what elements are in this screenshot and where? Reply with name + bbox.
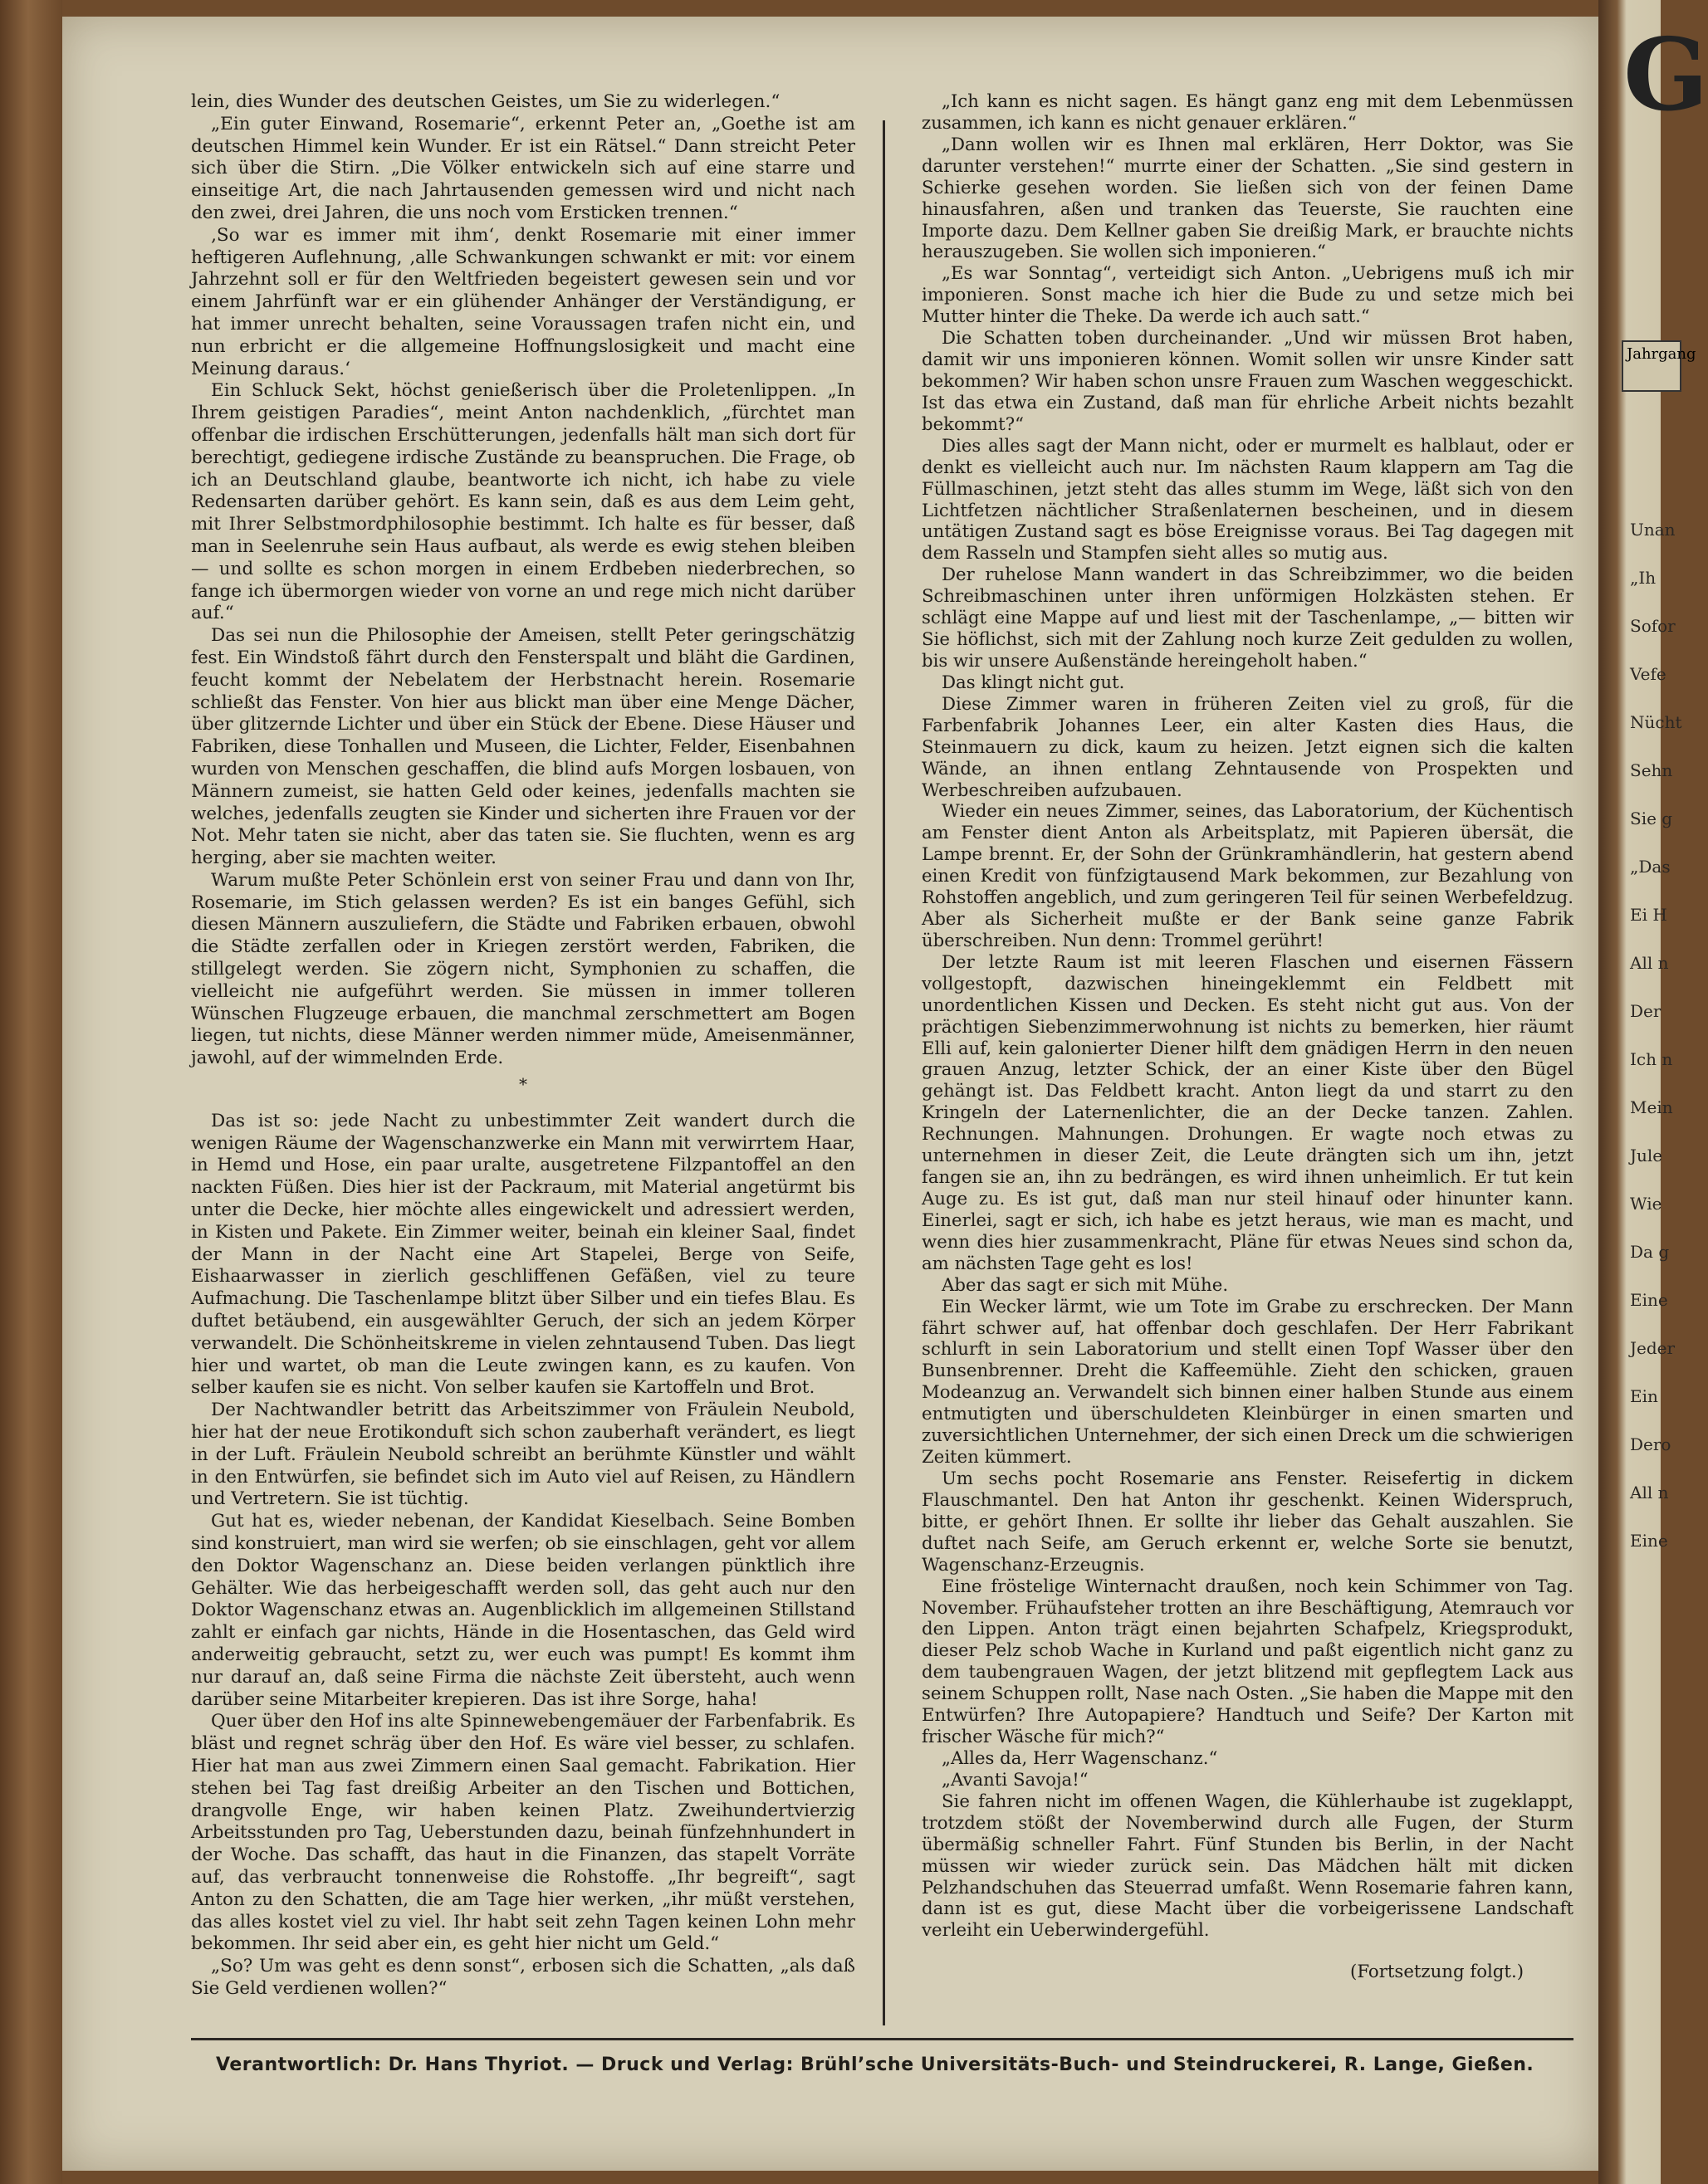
adjacent-page-fragment: Da g [1630, 1242, 1670, 1262]
adjacent-page-fragment: Wie [1630, 1194, 1662, 1214]
paragraph: Um sechs pocht Rosemarie ans Fenster. Reisefertig in dickem Flauschmantel. Den hat Anton ihr geschenkt. Keinen Widerspruch, bitte, er gehört Ihnen. Er sollte ihr lieber das Gehalt auszahlen. Sie duftet nach Seife, am Geruch erkennt er, welche Sorte sie benutzt, Wagenschanz-Erzeugnis. [922, 1468, 1573, 1576]
adjacent-page-fragment: Sofor [1630, 616, 1676, 636]
right-column [922, 91, 1573, 1983]
paragraph: „Ein guter Einwand, Rosemarie“, erkennt Peter an, „Goethe ist am deutschen Himmel kein Wunder. Er ist ein Rätsel.“ Dann streicht Peter sich über die Stirn. „Die Völker entwickeln sich auf eine starre und einseitige Art, die nach Jahrtausenden gemessen wird und nicht nach den zwei, drei Jahren, die uns noch vom Ersticken trennen.“ [191, 113, 855, 223]
paragraph: „Dann wollen wir es Ihnen mal erklären, Herr Doktor, was Sie darunter verstehen!“ murrte einer der Schatten. „Sie sind gestern in Schierke gesehen worden. Sie ließen sich von der feinen Dame hinausfahren, aßen und tranken das Teuerste, Sie rauchten eine Importe dazu. Dem Kellner gaben Sie dreißig Mark, er brauchte nichts herauszugeben. Sie wollen sich imponieren.“ [922, 134, 1573, 263]
paragraph: „Es war Sonntag“, verteidigt sich Anton. „Uebrigens muß ich mir imponieren. Sonst mache ich hier die Bude zu und setze mich bei Mutter hinter die Theke. Da werde ich auch satt.“ [922, 263, 1573, 328]
paragraph: „Avanti Savoja!“ [942, 1769, 1089, 1791]
adjacent-page-fragment: Dero [1630, 1434, 1671, 1454]
adjacent-page-fragment: Ei H [1630, 905, 1667, 925]
paragraph: „Alles da, Herr Wagenschanz.“ [942, 1747, 1218, 1769]
paragraph: lein, dies Wunder des deutschen Geistes, um Sie zu widerlegen.“ [191, 91, 781, 112]
left-column [191, 91, 855, 2001]
paragraph: Ein Wecker lärmt, wie um Tote im Grabe zu erschrecken. Der Mann fährt schwer auf, hat offenbar doch geschlafen. Der Herr Fabrikant schlurft in sein Laboratorium und stellt einen Topf Wasser über den Bunsenbrenner. Dreht die Kaffeemühle. Zieht den schicken, grauen Modeanzug an. Verwandelt sich binnen einer halben Stunde aus einem entmutigten und überschuldeten Kleinbürger in einen smarten und zuversichtlichen Unternehmer, der sich einen Dreck um die schwierigen Zeiten kümmert. [922, 1296, 1573, 1468]
adjacent-page-fragment: Ein [1630, 1386, 1658, 1406]
adjacent-page-edge [1598, 0, 1708, 2184]
paragraph: Sie fahren nicht im offenen Wagen, die Kühlerhaube ist zugeklappt, trotzdem stößt der Novemberwind durch alle Fugen, der Sturm übermäßig schneller Fahrt. Fünf Stunden bis Berlin, in der Nacht müssen wir wieder zurück sein. Das Mädchen hält mit dicken Pelzhandschuhen das Steuerrad umfaßt. Wenn Rosemarie fahren kann, dann ist es gut, diese Macht über die vorbeigerissene Landschaft verleiht ein Ueberwindergefühl. [922, 1791, 1573, 1942]
paragraph: Das sei nun die Philosophie der Ameisen, stellt Peter geringschätzig fest. Ein Windstoß fährt durch den Fensterspalt und bläht die Gardinen, feucht kommt der Nebelatem der Herbstnacht herein. Rosemarie schließt das Fenster. Von hier aus blickt man über eine Menge Dächer, über glitzernde Lichter und über ein Stück der Ebene. Diese Häuser und Fabriken, diese Tonhallen und Museen, die Lichter, Felder, Eisenbahnen wurden von Menschen geschaffen, die blind aufs Morgen losbauen, von Männern zumeist, sie hatten Geld oder keines, jedenfalls machten sie welches, jedenfalls zeugten sie Kinder und sicherten ihre Frauen vor der Not. Mehr taten sie nicht, aber das taten sie. Sie fluchten, wenn es arg herging, aber sie machten weiter. [191, 625, 855, 869]
imprint-line: Verantwortlich: Dr. Hans Thyriot. — Druck und Verlag: Brühl’sche Universitäts-Buch- und Steindruckerei, R. Lange, Gießen. [216, 2055, 1534, 2075]
paragraph: Aber das sagt er sich mit Mühe. [942, 1274, 1229, 1296]
column-divider [883, 120, 885, 2025]
paragraph: Die Schatten toben durcheinander. „Und wir müssen Brot haben, damit wir uns imponieren können. Womit sollen wir unsre Kinder satt bekommen? Wir haben schon unsre Frauen zum Waschen weggeschickt. Ist das etwa ein Zustand, daß man für ehrliche Arbeit nichts bezahlt bekommt?“ [922, 328, 1573, 435]
adjacent-page-fragment: Sie g [1630, 809, 1673, 828]
paragraph: Wieder ein neues Zimmer, seines, das Laboratorium, der Küchentisch am Fenster dient Anton als Arbeitsplatz, mit Papieren übersät, die Lampe brennt. Er, der Sohn der Grünkramhändlerin, hat gestern abend einen Kredit von fünfzigtausend Mark bekommen, zur Bezahlung von Rohstoffen angeblich, und zum geringeren Teil für seinen Werbefeldzug. Aber als Sicherheit mußte er der Bank seine ganze Fabrik überschreiben. Nun denn: Trommel gerührt! [922, 801, 1573, 951]
paragraph: Der Nachtwandler betritt das Arbeitszimmer von Fräulein Neubold, hier hat der neue Erotikonduft sich schon zauberhaft verändert, es liegt in der Luft. Fräulein Neubold schreibt an berühmte Künstler und wählt in den Entwürfen, sie befindet sich im Auto viel auf Reisen, zu Händlern und Vertretern. Sie ist tüchtig. [191, 1400, 855, 1510]
adjacent-page-fragment: All n [1630, 953, 1669, 973]
book-spine [0, 0, 62, 2184]
paragraph: Dies alles sagt der Mann nicht, oder er murmelt es halblaut, oder er denkt es vielleicht auch nur. Im nächsten Raum klappern am Tag die Füllmaschinen, jetzt steht das alles stumm im Wege, läßt sich von den Lichtfetzen nächtlicher Straßenlaternen bescheinen, und in diesem untätigen Zustand sagt es böse Ereignisse voraus. Bei Tag dagegen mit dem Rasseln und Stampfen sieht alles so mutig aus. [922, 435, 1573, 564]
adjacent-page-fragment: Unan [1630, 520, 1676, 540]
paragraph: Gut hat es, wieder nebenan, der Kandidat Kieselbach. Seine Bomben sind konstruiert, man wird sie werfen; ob sie einschlagen, geht vor allem den Doktor Wagenschanz an. Diese beiden verlangen pünktlich ihre Gehälter. Wie das herbeigeschafft werden soll, das geht auch nur den Doktor Wagenschanz etwas an. Augenblicklich im allgemeinen Stillstand zahlt er einfach gar nichts, Hände in die Hosentaschen, das Geld wird anderweitig gebraucht, setzt zu, wer euch was pumpt! Es kommt ihm nur darauf an, daß seine Firma die nächste Zeit übersteht, auch wenn darüber seine Mitarbeiter krepieren. Das ist ihre Sorge, haha! [191, 1511, 855, 1710]
paragraph: „So? Um was geht es denn sonst“, erbosen sich die Schatten, „als daß Sie Geld verdienen wollen?“ [191, 1956, 855, 1999]
section-separator: * [519, 1074, 527, 1095]
footer-rule [191, 2038, 1573, 2040]
continuation-note: (Fortsetzung folgt.) [1350, 1962, 1524, 1983]
paragraph: Ein Schluck Sekt, höchst genießerisch über die Proletenlippen. „In Ihrem geistigen Paradies“, meint Anton nachdenklich, „fürchtet man offenbar die irdischen Erschütterungen, jedenfalls hält man sich dort für berechtigt, gediegene irdische Zustände zu beanspruchen. Die Frage, ob ich an Deutschland glaube, beantworte ich nicht, ich habe zu viele Redensarten darüber gehört. Es kann sein, daß es aus dem Leim geht, mit Ihrer Selbstmordphilosophie bestimmt. Ich halte es für besser, daß man in Seelenruhe sein Haus aufbaut, als werde es ewig stehen bleiben — und sollte es schon morgen in einem Erdbeben niederbrechen, so fange ich übermorgen wieder von vorne an und rege mich nicht darüber auf.“ [191, 380, 855, 624]
adjacent-page-tab: Jahrgang [1622, 340, 1681, 392]
adjacent-page-fragment: „Das [1630, 857, 1671, 877]
adjacent-page-fragment: Mein [1630, 1097, 1673, 1117]
paragraph: Warum mußte Peter Schönlein erst von seiner Frau und dann von Ihr, Rosemarie, im Stich gelassen werden? Es ist ein banges Gefühl, sich diesen Männern auszuliefern, die Städte und Fabriken erbauen, obwohl die Städte zerfallen oder in Kriegen zerstört werden, Fabriken, die stillgelegt werden. Sie zögern nicht, Symphonien zu schaffen, die vielleicht nie aufgeführt werden. Sie müssen in immer tolleren Wünschen Flugzeuge erbauen, die manchmal zerschmettert am Bogen liegen, tut nichts, diese Männer werden nimmer müde, Ameisenmänner, jawohl, auf der wimmelnden Erde. [191, 869, 855, 1069]
paragraph: Der ruhelose Mann wandert in das Schreibzimmer, wo die beiden Schreibmaschinen unter ihren unförmigen Holzkästen stehen. Er schlägt eine Mappe auf und liest mit der Taschenlampe, „— bitten wir Sie höflichst, sich mit der Zahlung noch kurze Zeit gedulden zu wollen, bis wir unsere Außenstände hereingeholt haben.“ [922, 564, 1573, 672]
paragraph: „Ich kann es nicht sagen. Es hängt ganz eng mit dem Lebenmüssen zusammen, ich kann es nicht genauer erklären.“ [922, 91, 1573, 134]
adjacent-page-fragment: Jeder [1630, 1338, 1676, 1358]
paragraph: Das klingt nicht gut. [942, 672, 1125, 693]
paragraph: ‚So war es immer mit ihm‘, denkt Rosemarie mit einer immer heftigeren Auflehnung, ‚alle Schwankungen schwankt er mit: vor einem Jahrzehnt soll er für den Weltfrieden begeistert gewesen sein und vor einem Jahrfünft war er ein glühender Anhänger der Verständigung, er hat immer unrecht behalten, seine Voraussagen trafen nicht ein, und nun erbricht er die allgemeine Hoffnungslosigkeit und macht eine Meinung daraus.‘ [191, 224, 855, 379]
paragraph: Eine fröstelige Winternacht draußen, noch kein Schimmer von Tag. November. Frühaufsteher trotten an ihre Beschäftigung, Atemrauch vor den Lippen. Anton trägt einen bejahrten Schafpelz, Kriegsprodukt, dieser Pelz schob Wache in Kurland und paßt eigentlich nicht ganz zu dem taubengrauen Wagen, der jetzt blitzend mit gepflegtem Lack aus seinem Schuppen rollt, Nase nach Osten. „Sie haben die Mappe mit den Entwürfen? Ihre Autopapiere? Handtuch und Seife? Der Karton mit frischer Wäsche für mich?“ [922, 1576, 1573, 1748]
paragraph: Diese Zimmer waren in früheren Zeiten viel zu groß, für die Farbenfabrik Johannes Leer, ein alter Kasten dies Haus, die Steinmauern zu dick, kaum zu heizen. Jetzt eignen sich die kalten Wände, an ihnen entlang Zehntausende von Prospekten und Werbeschreiben aufzubauen. [922, 693, 1573, 801]
adjacent-page-heading-letter: G [1623, 17, 1708, 134]
adjacent-page-fragment: Vefe [1630, 664, 1666, 684]
adjacent-page-fragment: Eine [1630, 1290, 1668, 1310]
adjacent-page-fragment: Eine [1630, 1531, 1668, 1551]
adjacent-page-fragment: Ich n [1630, 1049, 1673, 1069]
paragraph: Der letzte Raum ist mit leeren Flaschen und eisernen Fässern vollgestopft, dazwischen hineingeklemmt ein Feldbett mit unordentlichen Kissen und Decken. Es steht nicht gut aus. Von der prächtigen Siebenzimmerwohnung ist nichts zu bemerken, hier räumt Elli auf, kein galonierter Diener hilft dem gnädigen Herrn in den neuen grauen Anzug, letzter Schick, der an einer Kiste über den Bügel gehängt ist. Das Feldbett kracht. Anton liegt da und starrt zu den Kringeln der Laternenlichter, die an der Decke tanzen. Zahlen. Rechnungen. Mahnungen. Drohungen. Er wagte noch etwas zu unternehmen in dieser Zeit, die Leute drängten sich um ihn, jetzt fangen sie an, ihn zu bedrängen, es wird ihnen unheimlich. Er tut kein Auge zu. Es ist gut, daß man nur steil hinauf oder hinunter kann. Einerlei, sagt er sich, ich habe es jetzt heraus, wie man es macht, und wenn dies hier zusammenkracht, Pläne für etwas Neues sind schon da, am nächsten Tage geht es los! [922, 951, 1573, 1274]
adjacent-page-fragment: Sehn [1630, 760, 1673, 780]
adjacent-page-fragment: „Ih [1630, 568, 1657, 588]
adjacent-page-fragment: Der [1630, 1001, 1662, 1021]
adjacent-page-fragment: Nücht [1630, 712, 1682, 732]
adjacent-page-fragment: Jule [1630, 1146, 1663, 1165]
adjacent-page-fragment: All n [1630, 1483, 1669, 1502]
paragraph: Quer über den Hof ins alte Spinnewebengemäuer der Farbenfabrik. Es bläst und regnet schräg über den Hof. Es wäre viel besser, zu schlafen. Hier hat man aus zwei Zimmern einen Saal gemacht. Fabrikation. Hier stehen bei Tag fast dreißig Arbeiter an den Tischen und Bottichen, drangvolle Enge, wir haben keinen Platz. Zweihundertvierzig Arbeitsstunden pro Tag, Ueberstunden dazu, beinah fünfzehnhundert in der Woche. Das schafft, das haut in die Finanzen, das stapelt Vorräte auf, das verbraucht tonnenweise die Rohstoffe. „Ihr begreift“, sagt Anton zu den Schatten, die am Tage hier werken, „ihr müßt verstehen, das alles kostet viel zu viel. Ihr habt seit zehn Tagen keinen Lohn mehr bekommen. Ihr seid aber ein, es geht hier nicht um Geld.“ [191, 1711, 855, 1955]
paragraph: Das ist so: jede Nacht zu unbestimmter Zeit wandert durch die wenigen Räume der Wagenschanzwerke ein Mann mit verwirrtem Haar, in Hemd und Hose, ein paar uralte, ausgetretene Filzpantoffel an den nackten Füßen. Dies hier ist der Packraum, mit Material angetürmt bis unter die Decke, hier möchte alles eingewickelt und adressiert werden, in Kisten und Pakete. Ein Zimmer weiter, beinah ein kleiner Saal, findet der Mann in der Nacht eine Art Stapelei, Berge von Seife, Eishaarwasser in zierlich geschliffenen Gefäßen, viel zu teure Aufmachung. Die Taschenlampe blitzt über Silber und ein tiefes Blau. Es duftet betäubend, ein ausgewählter Geruch, der sich an jedem Körper verwandelt. Die Schönheitskreme in vielen zehntausend Tuben. Das liegt hier und wartet, ob man die Leute zwingen kann, es zu kaufen. Von selber kaufen sie es nicht. Von selber kaufen sie Kartoffeln und Brot. [191, 1110, 855, 1399]
